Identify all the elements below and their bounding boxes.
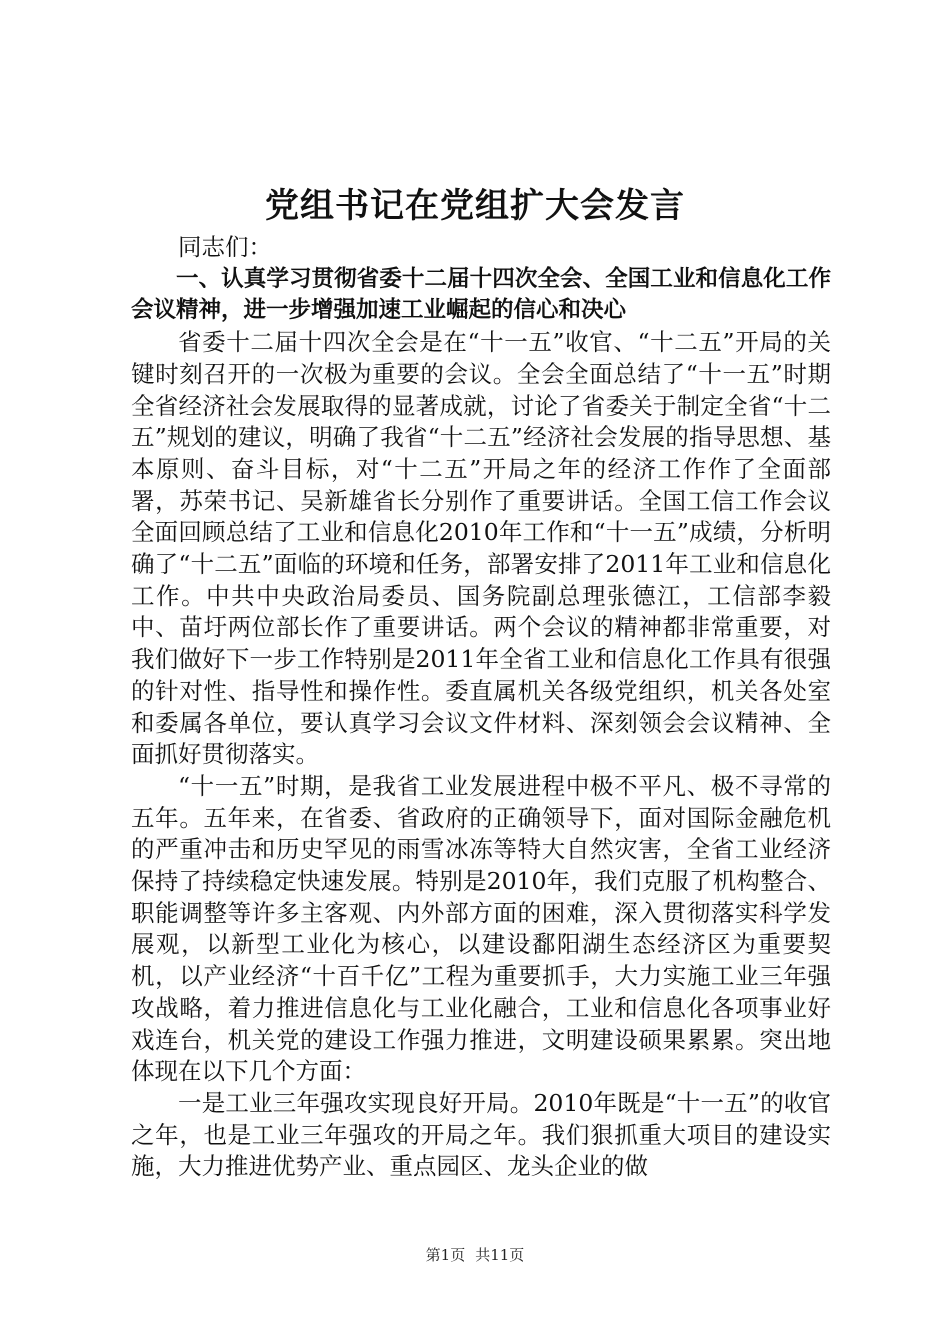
body-paragraph: 一是工业三年强攻实现良好开局。2010年既是“十一五”的收官之年，也是工业三年强攻的开局之年。我们狠抓重大项目的建设实施，大力推进优势产业、重点园区、龙头企业的做: [131, 1088, 831, 1181]
section-heading: 一、认真学习贯彻省委十二届十四次全会、全国工业和信息化工作会议精神，进一步增强加速工业崛起的信心和决心: [131, 265, 831, 324]
page-total: 共11页: [475, 1246, 525, 1264]
greeting-paragraph: 同志们：: [178, 233, 272, 261]
body-paragraph: “十一五”时期，是我省工业发展进程中极不平凡、极不寻常的五年。五年来，在省委、省政府的正确领导下，面对国际金融危机的严重冲击和历史罕见的雨雪冰冻等特大自然灾害，全省工业经济保持了持续稳定快速发展。特别是2010年，我们克服了机构整合、职能调整等许多主客观、内外部方面的困难，深入贯彻落实科学发展观，以新型工业化为核心，以建设鄱阳湖生态经济区为重要契机，以产业经济“十百千亿”工程为重要抓手，大力实施工业三年强攻战略，着力推进信息化与工业化融合，工业和信息化各项事业好戏连台，机关党的建设工作强力推进，文明建设硕果累累。突出地体现在以下几个方面：: [131, 771, 831, 1086]
body-paragraph: 省委十二届十四次全会是在“十一五”收官、“十二五”开局的关键时刻召开的一次极为重要的会议。全会全面总结了“十一五”时期全省经济社会发展取得的显著成就，讨论了省委关于制定全省“十二五”规划的建议，明确了我省“十二五”经济社会发展的指导思想、基本原则、奋斗目标，对“十二五”开局之年的经济工作作了全面部署，苏荣书记、吴新雄省长分别作了重要讲话。全国工信工作会议全面回顾总结了工业和信息化2010年工作和“十一五”成绩，分析明确了“十二五”面临的环境和任务，部署安排了2011年工业和信息化工作。中共中央政治局委员、国务院副总理张德江，工信部李毅中、苗圩两位部长作了重要讲话。两个会议的精神都非常重要，对我们做好下一步工作特别是2011年全省工业和信息化工作具有很强的针对性、指导性和操作性。委直属机关各级党组织，机关各处室和委属各单位，要认真学习会议文件材料、深刻领会会议精神、全面抓好贯彻落实。: [131, 328, 831, 769]
page-number: 第1页: [425, 1246, 466, 1264]
page-footer: [0, 1244, 950, 1266]
document-body: [131, 232, 831, 1183]
document-title: 党组书记在党组扩大会发言: [265, 186, 685, 226]
